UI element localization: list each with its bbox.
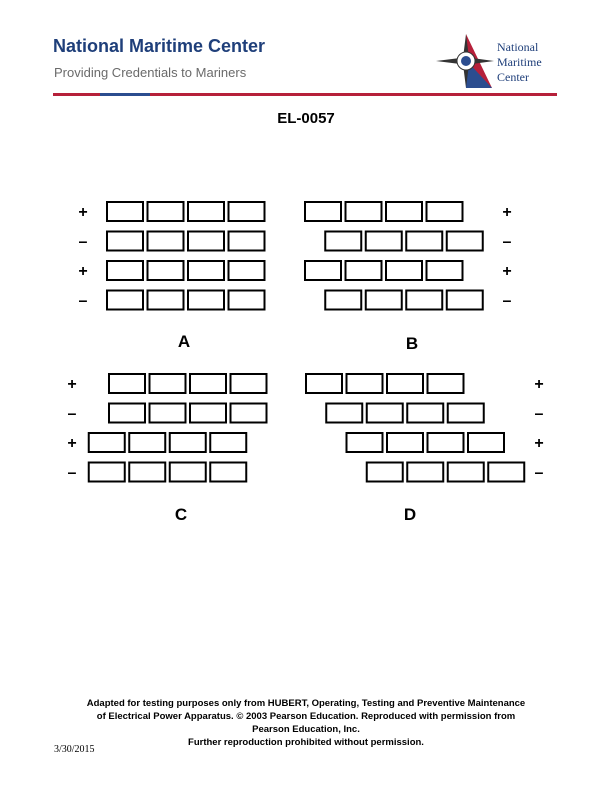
battery-cell [366,291,402,310]
battery-cell [170,463,206,482]
battery-cell [150,404,186,423]
battery-cell [107,232,143,251]
battery-cell [229,261,265,280]
battery-cell [229,202,265,221]
battery-cell [386,261,422,280]
battery-cell [89,433,125,452]
battery-cell [406,232,442,251]
document-date: 3/30/2015 [54,744,95,755]
battery-cell [325,232,361,251]
polarity-sign: – [534,405,544,423]
polarity-sign: + [67,435,77,452]
battery-cell [346,202,382,221]
battery-cell [326,404,362,423]
battery-cell [387,433,423,452]
battery-cell [107,291,143,310]
battery-cell [129,433,165,452]
battery-cell [229,291,265,310]
battery-cell [347,374,383,393]
panel-label: C [174,505,188,524]
battery-cell [407,404,443,423]
battery-cell [148,291,184,310]
battery-cell [210,463,246,482]
battery-cell [170,433,206,452]
battery-cell [447,232,483,251]
logo-line-1: National [497,40,539,54]
battery-cell [109,404,145,423]
org-title: National Maritime Center [53,36,266,56]
footer-line: Further reproduction prohibited without permission. [188,737,424,748]
document-code: EL-0057 [277,110,335,127]
org-tagline: Providing Credentials to Mariners [54,65,247,80]
battery-cell [427,261,463,280]
polarity-sign: – [534,464,544,482]
panel-b [305,202,512,353]
battery-cell [148,232,184,251]
battery-cell [406,291,442,310]
battery-cell [231,404,267,423]
panel-label: A [177,332,191,351]
footer-line: of Electrical Power Apparatus. © 2003 Pearson Education. Reproduced with permission from [96,711,516,722]
panel-label: D [403,505,417,524]
polarity-sign: – [502,233,512,251]
battery-cell [129,463,165,482]
copyright-notice [60,697,552,749]
battery-cell [306,374,342,393]
polarity-sign: – [67,405,77,423]
battery-cell [447,291,483,310]
battery-cell [305,202,341,221]
battery-cell [148,202,184,221]
panel-d [306,374,544,524]
panel-c [67,374,266,524]
battery-cell [89,463,125,482]
battery-cell [188,232,224,251]
polarity-sign: + [78,204,88,221]
polarity-sign: + [534,435,544,452]
battery-cell [150,374,186,393]
polarity-sign: + [78,263,88,280]
battery-cell [231,374,267,393]
polarity-sign: – [78,233,88,251]
battery-cell [148,261,184,280]
footer-line: Adapted for testing purposes only from HUBERT, Operating, Testing and Preventive Maintenance [86,698,526,709]
battery-cell [188,291,224,310]
battery-cell [448,463,484,482]
battery-cell [188,261,224,280]
battery-cell [387,374,423,393]
polarity-sign: + [67,376,77,393]
battery-cell [428,433,464,452]
battery-cell [428,374,464,393]
battery-cell [347,433,383,452]
battery-cell [346,261,382,280]
panel-a [78,202,264,351]
logo-line-3: Center [497,70,529,84]
polarity-sign: – [78,292,88,310]
panel-label: B [405,334,419,353]
battery-cell [407,463,443,482]
battery-cell [468,433,504,452]
polarity-sign: + [502,204,512,221]
battery-cell [210,433,246,452]
polarity-sign: + [502,263,512,280]
battery-cell [325,291,361,310]
battery-cell [107,202,143,221]
battery-cell [448,404,484,423]
battery-cell [190,374,226,393]
polarity-sign: – [502,292,512,310]
battery-cell [107,261,143,280]
battery-cell [229,232,265,251]
battery-cell [190,404,226,423]
battery-cell [367,463,403,482]
battery-cell [109,374,145,393]
battery-cell [427,202,463,221]
battery-cell [386,202,422,221]
battery-cell [188,202,224,221]
battery-cell [488,463,524,482]
footer-line: Pearson Education, Inc. [252,724,360,735]
battery-cell [305,261,341,280]
polarity-sign: + [534,376,544,393]
logo-line-2: Maritime [497,55,542,69]
battery-cell [367,404,403,423]
battery-cell [366,232,402,251]
polarity-sign: – [67,464,77,482]
